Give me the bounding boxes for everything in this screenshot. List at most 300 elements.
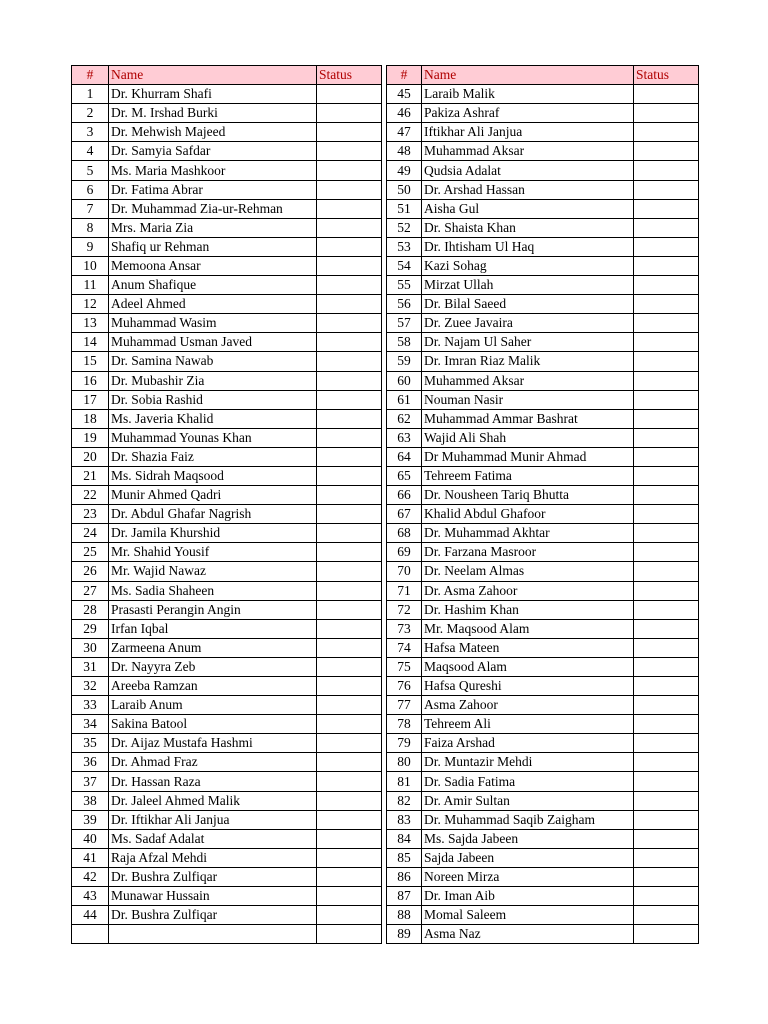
status-cell-right [634, 85, 699, 104]
row-number-right: 50 [387, 180, 422, 199]
attendee-name-right: Kazi Sohag [422, 256, 634, 275]
row-number-right: 63 [387, 428, 422, 447]
row-number-left: 31 [72, 657, 109, 676]
row-number-right: 81 [387, 772, 422, 791]
attendee-name-left [109, 925, 317, 944]
table-row [72, 696, 699, 715]
attendee-name-left: Dr. Iftikhar Ali Janjua [109, 810, 317, 829]
table-row [72, 677, 699, 696]
attendee-name-left: Muhammad Younas Khan [109, 428, 317, 447]
attendee-name-right: Noreen Mirza [422, 867, 634, 886]
attendee-name-right: Mr. Maqsood Alam [422, 619, 634, 638]
attendee-name-right: Dr. Neelam Almas [422, 562, 634, 581]
row-number-left: 29 [72, 619, 109, 638]
status-cell-left [317, 867, 382, 886]
status-cell-left [317, 409, 382, 428]
attendee-name-left: Dr. Fatima Abrar [109, 180, 317, 199]
attendee-name-left: Dr. Samyia Safdar [109, 142, 317, 161]
attendee-name-left: Ms. Sidrah Maqsood [109, 466, 317, 485]
row-number-left: 4 [72, 142, 109, 161]
attendee-name-left: Laraib Anum [109, 696, 317, 715]
status-cell-right [634, 829, 699, 848]
status-cell-right [634, 638, 699, 657]
table-row [72, 619, 699, 638]
row-number-right: 79 [387, 734, 422, 753]
status-cell-right [634, 696, 699, 715]
row-number-right: 61 [387, 390, 422, 409]
attendee-name-left: Muhammad Usman Javed [109, 333, 317, 352]
table-row [72, 142, 699, 161]
attendee-name-left: Mr. Wajid Nawaz [109, 562, 317, 581]
row-number-left: 38 [72, 791, 109, 810]
attendee-name-right: Momal Saleem [422, 906, 634, 925]
attendee-name-left: Dr. Shazia Faiz [109, 447, 317, 466]
status-cell-left [317, 104, 382, 123]
row-number-left: 8 [72, 218, 109, 237]
row-number-right: 56 [387, 295, 422, 314]
status-cell-right [634, 581, 699, 600]
status-cell-left [317, 657, 382, 676]
attendee-name-left: Shafiq ur Rehman [109, 237, 317, 256]
attendee-name-left: Raja Afzal Mehdi [109, 848, 317, 867]
row-number-left: 36 [72, 753, 109, 772]
table-row [72, 390, 699, 409]
row-number-left: 44 [72, 906, 109, 925]
table-row [72, 906, 699, 925]
status-cell-right [634, 562, 699, 581]
row-number-right: 58 [387, 333, 422, 352]
row-number-left: 11 [72, 276, 109, 295]
header-status-right: Status [634, 66, 699, 85]
table-row [72, 428, 699, 447]
attendee-name-left: Dr. Nayyra Zeb [109, 657, 317, 676]
table-row [72, 925, 699, 944]
status-cell-right [634, 104, 699, 123]
attendee-name-left: Dr. Hassan Raza [109, 772, 317, 791]
row-number-left: 14 [72, 333, 109, 352]
row-number-right: 51 [387, 199, 422, 218]
row-number-left: 42 [72, 867, 109, 886]
attendee-name-left: Dr. Bushra Zulfiqar [109, 867, 317, 886]
row-number-left: 28 [72, 600, 109, 619]
status-cell-left [317, 371, 382, 390]
attendee-name-left: Muhammad Wasim [109, 314, 317, 333]
attendee-name-right: Nouman Nasir [422, 390, 634, 409]
row-number-left: 23 [72, 505, 109, 524]
table-row [72, 447, 699, 466]
table-row [72, 352, 699, 371]
table-row [72, 562, 699, 581]
row-number-left: 12 [72, 295, 109, 314]
attendee-name-right: Pakiza Ashraf [422, 104, 634, 123]
attendee-name-left: Dr. Khurram Shafi [109, 85, 317, 104]
attendee-name-left: Dr. Jamila Khurshid [109, 524, 317, 543]
row-number-right: 80 [387, 753, 422, 772]
status-cell-left [317, 486, 382, 505]
status-cell-left [317, 810, 382, 829]
status-cell-left [317, 466, 382, 485]
table-row [72, 524, 699, 543]
table-row [72, 371, 699, 390]
row-number-right: 87 [387, 887, 422, 906]
status-cell-left [317, 314, 382, 333]
row-number-left: 35 [72, 734, 109, 753]
row-number-left: 26 [72, 562, 109, 581]
row-number-right: 64 [387, 447, 422, 466]
status-cell-left [317, 123, 382, 142]
attendee-name-right: Dr. Imran Riaz Malik [422, 352, 634, 371]
table-row [72, 753, 699, 772]
row-number-left: 40 [72, 829, 109, 848]
attendee-name-left: Dr. Mehwish Majeed [109, 123, 317, 142]
table-row [72, 409, 699, 428]
status-cell-right [634, 161, 699, 180]
row-number-left: 34 [72, 715, 109, 734]
attendee-name-right: Wajid Ali Shah [422, 428, 634, 447]
attendee-name-right: Dr. Muhammad Akhtar [422, 524, 634, 543]
status-cell-left [317, 791, 382, 810]
status-cell-right [634, 180, 699, 199]
table-row [72, 314, 699, 333]
attendee-name-right: Laraib Malik [422, 85, 634, 104]
status-cell-right [634, 887, 699, 906]
row-number-right: 71 [387, 581, 422, 600]
status-cell-left [317, 295, 382, 314]
row-number-right: 70 [387, 562, 422, 581]
row-number-left: 3 [72, 123, 109, 142]
attendee-name-right: Dr. Ihtisham Ul Haq [422, 237, 634, 256]
status-cell-left [317, 276, 382, 295]
status-cell-right [634, 447, 699, 466]
row-number-right: 60 [387, 371, 422, 390]
status-cell-left [317, 581, 382, 600]
attendee-name-left: Ms. Sadaf Adalat [109, 829, 317, 848]
row-number-left: 39 [72, 810, 109, 829]
status-cell-left [317, 447, 382, 466]
status-cell-right [634, 867, 699, 886]
row-number-right: 68 [387, 524, 422, 543]
status-cell-left [317, 848, 382, 867]
attendee-name-right: Muhammad Ammar Bashrat [422, 409, 634, 428]
attendee-name-left: Dr. Sobia Rashid [109, 390, 317, 409]
attendee-name-left: Ms. Sadia Shaheen [109, 581, 317, 600]
row-number-right: 84 [387, 829, 422, 848]
status-cell-left [317, 505, 382, 524]
attendee-name-right: Dr. Muhammad Saqib Zaigham [422, 810, 634, 829]
status-cell-left [317, 887, 382, 906]
status-cell-left [317, 352, 382, 371]
table-row [72, 829, 699, 848]
row-number-right: 59 [387, 352, 422, 371]
row-number-left: 16 [72, 371, 109, 390]
table-row [72, 848, 699, 867]
status-cell-right [634, 848, 699, 867]
status-cell-left [317, 543, 382, 562]
status-cell-right [634, 123, 699, 142]
status-cell-right [634, 466, 699, 485]
status-cell-right [634, 772, 699, 791]
row-number-right: 83 [387, 810, 422, 829]
table-row [72, 581, 699, 600]
attendee-name-left: Dr. Bushra Zulfiqar [109, 906, 317, 925]
status-cell-right [634, 715, 699, 734]
status-cell-right [634, 677, 699, 696]
table-row [72, 218, 699, 237]
status-cell-left [317, 619, 382, 638]
status-cell-left [317, 696, 382, 715]
status-cell-right [634, 256, 699, 275]
row-number-right: 89 [387, 925, 422, 944]
table-row [72, 295, 699, 314]
table-row [72, 486, 699, 505]
table-row [72, 180, 699, 199]
row-number-left [72, 925, 109, 944]
status-cell-left [317, 390, 382, 409]
status-cell-right [634, 276, 699, 295]
header-name-right: Name [422, 66, 634, 85]
attendee-name-left: Dr. Muhammad Zia-ur-Rehman [109, 199, 317, 218]
attendee-name-right: Faiza Arshad [422, 734, 634, 753]
status-cell-left [317, 85, 382, 104]
row-number-right: 85 [387, 848, 422, 867]
attendee-name-right: Hafsa Mateen [422, 638, 634, 657]
row-number-left: 30 [72, 638, 109, 657]
status-cell-right [634, 791, 699, 810]
row-number-right: 47 [387, 123, 422, 142]
status-cell-left [317, 562, 382, 581]
attendee-name-right: Dr. Zuee Javaira [422, 314, 634, 333]
attendee-name-right: Muhammed Aksar [422, 371, 634, 390]
status-cell-left [317, 677, 382, 696]
table-row [72, 638, 699, 657]
row-number-left: 21 [72, 466, 109, 485]
attendee-name-left: Dr. Mubashir Zia [109, 371, 317, 390]
attendee-name-left: Sakina Batool [109, 715, 317, 734]
row-number-right: 82 [387, 791, 422, 810]
status-cell-right [634, 199, 699, 218]
attendee-name-left: Mrs. Maria Zia [109, 218, 317, 237]
row-number-left: 10 [72, 256, 109, 275]
status-cell-right [634, 524, 699, 543]
status-cell-left [317, 600, 382, 619]
status-cell-right [634, 314, 699, 333]
status-cell-left [317, 638, 382, 657]
attendee-name-left: Ms. Javeria Khalid [109, 409, 317, 428]
status-cell-left [317, 333, 382, 352]
row-number-right: 72 [387, 600, 422, 619]
row-number-left: 5 [72, 161, 109, 180]
attendee-name-left: Areeba Ramzan [109, 677, 317, 696]
table-row [72, 199, 699, 218]
attendee-name-left: Dr. Jaleel Ahmed Malik [109, 791, 317, 810]
row-number-left: 20 [72, 447, 109, 466]
attendee-name-right: Dr. Hashim Khan [422, 600, 634, 619]
attendance-table [71, 65, 699, 944]
table-row [72, 276, 699, 295]
table-row [72, 600, 699, 619]
status-cell-left [317, 199, 382, 218]
row-number-left: 1 [72, 85, 109, 104]
table-row [72, 715, 699, 734]
status-cell-right [634, 486, 699, 505]
attendee-name-left: Dr. Samina Nawab [109, 352, 317, 371]
row-number-left: 6 [72, 180, 109, 199]
attendee-name-right: Tehreem Fatima [422, 466, 634, 485]
attendee-name-right: Qudsia Adalat [422, 161, 634, 180]
attendee-name-left: Dr. Ahmad Fraz [109, 753, 317, 772]
status-cell-right [634, 333, 699, 352]
row-number-left: 18 [72, 409, 109, 428]
attendee-name-right: Dr. Amir Sultan [422, 791, 634, 810]
row-number-left: 7 [72, 199, 109, 218]
status-cell-right [634, 428, 699, 447]
attendee-name-right: Asma Zahoor [422, 696, 634, 715]
attendee-name-left: Irfan Iqbal [109, 619, 317, 638]
status-cell-left [317, 753, 382, 772]
attendee-name-right: Tehreem Ali [422, 715, 634, 734]
row-number-right: 55 [387, 276, 422, 295]
table-row [72, 810, 699, 829]
status-cell-left [317, 829, 382, 848]
row-number-left: 13 [72, 314, 109, 333]
header-name-left: Name [109, 66, 317, 85]
row-number-right: 75 [387, 657, 422, 676]
row-number-left: 37 [72, 772, 109, 791]
row-number-left: 2 [72, 104, 109, 123]
row-number-left: 9 [72, 237, 109, 256]
row-number-right: 54 [387, 256, 422, 275]
status-cell-right [634, 371, 699, 390]
attendee-name-right: Dr. Najam Ul Saher [422, 333, 634, 352]
table-row [72, 237, 699, 256]
attendee-name-right: Dr. Farzana Masroor [422, 543, 634, 562]
attendee-name-left: Anum Shafique [109, 276, 317, 295]
status-cell-left [317, 772, 382, 791]
status-cell-left [317, 906, 382, 925]
row-number-right: 77 [387, 696, 422, 715]
header-status-left: Status [317, 66, 382, 85]
status-cell-left [317, 715, 382, 734]
status-cell-right [634, 409, 699, 428]
table-row [72, 104, 699, 123]
attendee-name-right: Maqsood Alam [422, 657, 634, 676]
attendee-name-left: Prasasti Perangin Angin [109, 600, 317, 619]
table-row [72, 85, 699, 104]
row-number-left: 33 [72, 696, 109, 715]
row-number-left: 32 [72, 677, 109, 696]
attendee-name-right: Iftikhar Ali Janjua [422, 123, 634, 142]
table-row [72, 867, 699, 886]
attendee-name-left: Memoona Ansar [109, 256, 317, 275]
row-number-right: 52 [387, 218, 422, 237]
attendee-name-right: Ms. Sajda Jabeen [422, 829, 634, 848]
row-number-left: 25 [72, 543, 109, 562]
attendee-name-right: Dr. Muntazir Mehdi [422, 753, 634, 772]
row-number-right: 46 [387, 104, 422, 123]
row-number-left: 27 [72, 581, 109, 600]
row-number-right: 53 [387, 237, 422, 256]
status-cell-left [317, 428, 382, 447]
header-num-right: # [387, 66, 422, 85]
row-number-left: 22 [72, 486, 109, 505]
row-number-right: 74 [387, 638, 422, 657]
attendee-name-left: Zarmeena Anum [109, 638, 317, 657]
header-num-left: # [72, 66, 109, 85]
table-row [72, 333, 699, 352]
row-number-right: 67 [387, 505, 422, 524]
status-cell-left [317, 218, 382, 237]
status-cell-right [634, 218, 699, 237]
row-number-right: 65 [387, 466, 422, 485]
table-row [72, 734, 699, 753]
status-cell-right [634, 352, 699, 371]
header-row [72, 66, 699, 85]
status-cell-right [634, 237, 699, 256]
table-row [72, 505, 699, 524]
status-cell-right [634, 505, 699, 524]
status-cell-left [317, 925, 382, 944]
attendee-name-left: Dr. Abdul Ghafar Nagrish [109, 505, 317, 524]
table-row [72, 657, 699, 676]
attendee-name-right: Sajda Jabeen [422, 848, 634, 867]
attendee-name-right: Dr. Arshad Hassan [422, 180, 634, 199]
status-cell-left [317, 734, 382, 753]
row-number-right: 73 [387, 619, 422, 638]
status-cell-right [634, 295, 699, 314]
table-row [72, 161, 699, 180]
status-cell-right [634, 810, 699, 829]
attendee-name-left: Munir Ahmed Qadri [109, 486, 317, 505]
attendee-name-right: Dr. Sadia Fatima [422, 772, 634, 791]
row-number-right: 62 [387, 409, 422, 428]
table-row [72, 123, 699, 142]
attendee-name-right: Mirzat Ullah [422, 276, 634, 295]
attendee-name-left: Munawar Hussain [109, 887, 317, 906]
row-number-left: 24 [72, 524, 109, 543]
row-number-right: 76 [387, 677, 422, 696]
status-cell-right [634, 925, 699, 944]
table-row [72, 466, 699, 485]
attendee-name-right: Dr. Shaista Khan [422, 218, 634, 237]
status-cell-left [317, 524, 382, 543]
attendee-name-left: Ms. Maria Mashkoor [109, 161, 317, 180]
row-number-right: 57 [387, 314, 422, 333]
table-row [72, 543, 699, 562]
status-cell-right [634, 390, 699, 409]
status-cell-left [317, 237, 382, 256]
status-cell-right [634, 657, 699, 676]
status-cell-left [317, 161, 382, 180]
status-cell-right [634, 753, 699, 772]
row-number-left: 17 [72, 390, 109, 409]
attendee-name-right: Asma Naz [422, 925, 634, 944]
row-number-left: 19 [72, 428, 109, 447]
row-number-left: 15 [72, 352, 109, 371]
status-cell-left [317, 180, 382, 199]
status-cell-right [634, 734, 699, 753]
status-cell-right [634, 543, 699, 562]
attendee-name-right: Hafsa Qureshi [422, 677, 634, 696]
attendee-name-left: Dr. Aijaz Mustafa Hashmi [109, 734, 317, 753]
status-cell-right [634, 600, 699, 619]
attendee-name-right: Dr. Nousheen Tariq Bhutta [422, 486, 634, 505]
attendee-name-right: Dr. Asma Zahoor [422, 581, 634, 600]
row-number-right: 86 [387, 867, 422, 886]
attendee-name-right: Muhammad Aksar [422, 142, 634, 161]
table-row [72, 791, 699, 810]
status-cell-left [317, 256, 382, 275]
row-number-left: 43 [72, 887, 109, 906]
